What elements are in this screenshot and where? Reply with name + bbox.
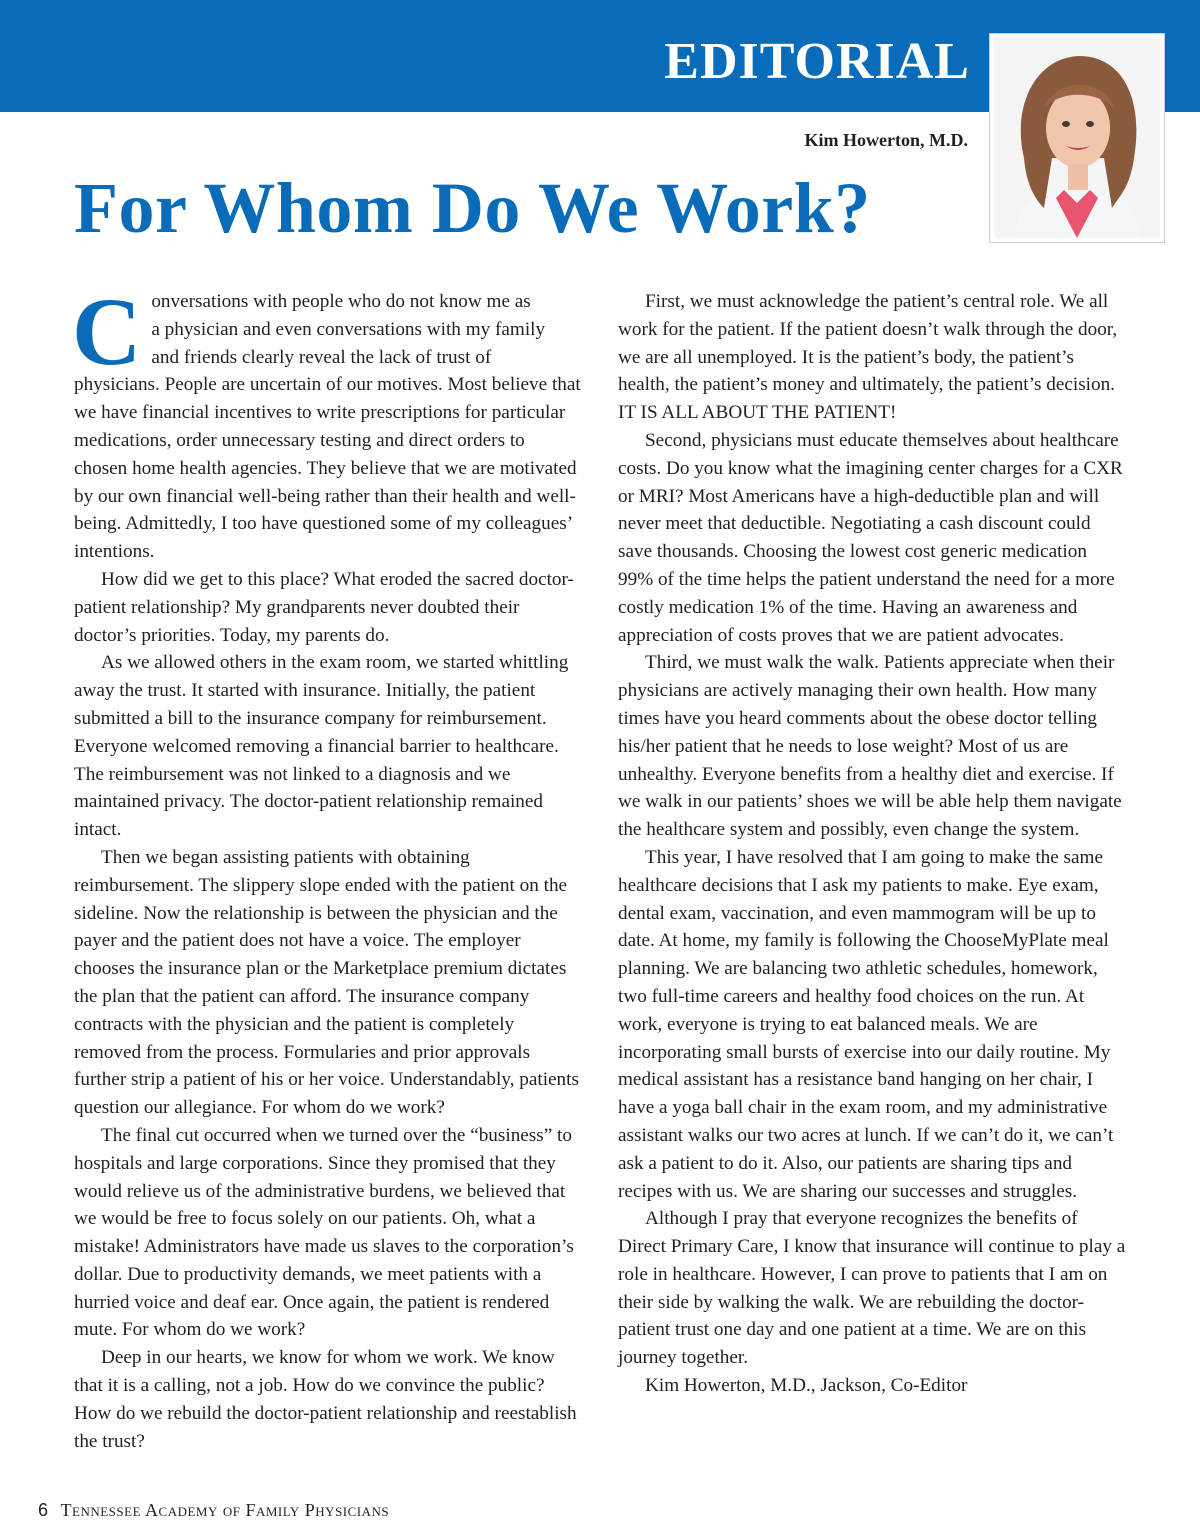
article-paragraph: This year, I have resolved that I am going to make the same healthcare decisions that I ask my patients to make. Eye exam, dental exam, vaccination, and even mammogram will be up to date. At home, my family is following the ChooseMyPlate meal planning. We are balancing two athletic schedules, homework, two full-time careers and healthy food choices on the run. At work, everyone is trying to eat balanced meals. We are incorporating small bursts of exercise into our daily routine. My medical assistant has a resistance band hanging on her chair, I have a yoga ball chair in the exam room, and my administrative assistant walks our two acres at lunch. If we can’t do it, we can’t ask a patient to do it. Also, our patients are sharing tips and recipes with us. We are sharing our successes and struggles. <box>618 846 1114 1202</box>
article-signoff: Kim Howerton, M.D., Jackson, Co-Editor <box>645 1375 968 1397</box>
article-title: For Whom Do We Work? <box>74 168 871 248</box>
article-paragraph: Then we began assisting patients with obtaining reimbursement. The slippery slope ended with the patient on the sideline. Now the relationship is between the physician and the payer and the patient does not have a voice. The employer chooses the insurance plan or the Marketplace premium dictates the plan that the patient can afford. The insurance company contracts with the physician and the patient is completely removed from the process. Formularies and prior approvals further strip a patient of his or her voice. Understandably, patients question our allegiance. For whom do we work? <box>74 846 579 1119</box>
author-byline: Kim Howerton, M.D. <box>804 130 968 150</box>
article-paragraph: As we allowed others in the exam room, we started whittling away the trust. It started with insurance. Initially, the patient submitted a bill to the insurance company for reimbursement. Everyone welcomed removing a financial barrier to healthcare. The reimbursement was not linked to a diagnosis and we maintained privacy. The doctor-patient relationship remained intact. <box>74 652 569 841</box>
article-paragraph: First, we must acknowledge the patient’s central role. We all work for the patient. If the patient doesn’t walk through the door, we are all unemployed. It is the patient’s body, the patient’s health, the patient’s money and ultimately, the patient’s decision. IT IS ALL ABOUT THE PATIENT! <box>618 291 1118 424</box>
author-portrait-image <box>994 38 1160 238</box>
intro-line: onversations with people who do not know me as <box>151 291 531 312</box>
article-paragraph: Third, we must walk the walk. Patients appreciate when their physicians are actively managing their own health. How many times have you heard comments about the obese doctor telling his/her patient that he needs to lose weight? Most of us are unhealthy. Everyone benefits from a healthy diet and exercise. If we walk in our patients’ shoes we will be able help them navigate the healthcare system and possibly, even change the system. <box>618 652 1122 841</box>
page-footer <box>38 1500 389 1521</box>
article-column-left <box>72 278 582 1455</box>
article-paragraph: Deep in our hearts, we know for whom we work. We know that it is a calling, not a job. How do we convince the public? How do we rebuild the doctor-patient relationship and reestablish the trust? <box>74 1347 577 1452</box>
intro-line: and friends clearly reveal the lack of trust of <box>151 346 492 368</box>
article-paragraph: The final cut occurred when we turned over the “business” to hospitals and large corporations. Since they promised that they would relieve us of the administrative burdens, we believed that we would be free to focus solely on our patients. Oh, what a mistake! Administrators have made us slaves to the corporation’s dollar. Due to productivity demands, we meet patients with a hurried voice and deaf ear. Once again, the patient is rendered mute. For whom do we work? <box>74 1124 574 1341</box>
intro-text: physicians. People are uncertain of our motives. Most believe that we have financial incentives to write prescriptions for particular medications, order unnecessary testing and direct orders to chosen home health agencies. They believe that we are motivated by our own financial well-being rather than their health and well-being. Admittedly, I too have questioned some of my colleagues’ intentions. <box>74 374 581 563</box>
article-paragraph: How did we get to this place? What eroded the sacred doctor-patient relationship? My grandparents never doubted their doctor’s priorities. Today, my parents do. <box>74 568 574 646</box>
article-paragraph <box>72 278 582 566</box>
article-paragraph: Although I pray that everyone recognizes the benefits of Direct Primary Care, I know that insurance will continue to play a role in healthcare. However, I can prove to patients that I am on their side by walking the walk. We are rebuilding the doctor-patient trust one day and one patient at a time. We are on this journey together. <box>618 1208 1126 1369</box>
article-paragraph: Second, physicians must educate themselves about healthcare costs. Do you know what the imagining center charges for a CXR or MRI? Most Americans have a high-deductible plan and will never meet that deductible. Negotiating a cash discount could save thousands. Choosing the lowest cost generic medication 99% of the time helps the patient understand the need for a more costly medication 1% of the time. Having an awareness and appreciation of costs proves that we are patient advocates. <box>618 429 1123 646</box>
intro-line: a physician and even conversations with my family <box>151 318 546 340</box>
author-photo <box>990 34 1164 242</box>
page-number: 6 <box>38 1500 49 1520</box>
article-column-right <box>618 288 1126 1400</box>
publication-name: Tennessee Academy of Family Physicians <box>60 1500 390 1520</box>
drop-cap: C <box>72 278 142 385</box>
section-label: EDITORIAL <box>664 33 970 90</box>
